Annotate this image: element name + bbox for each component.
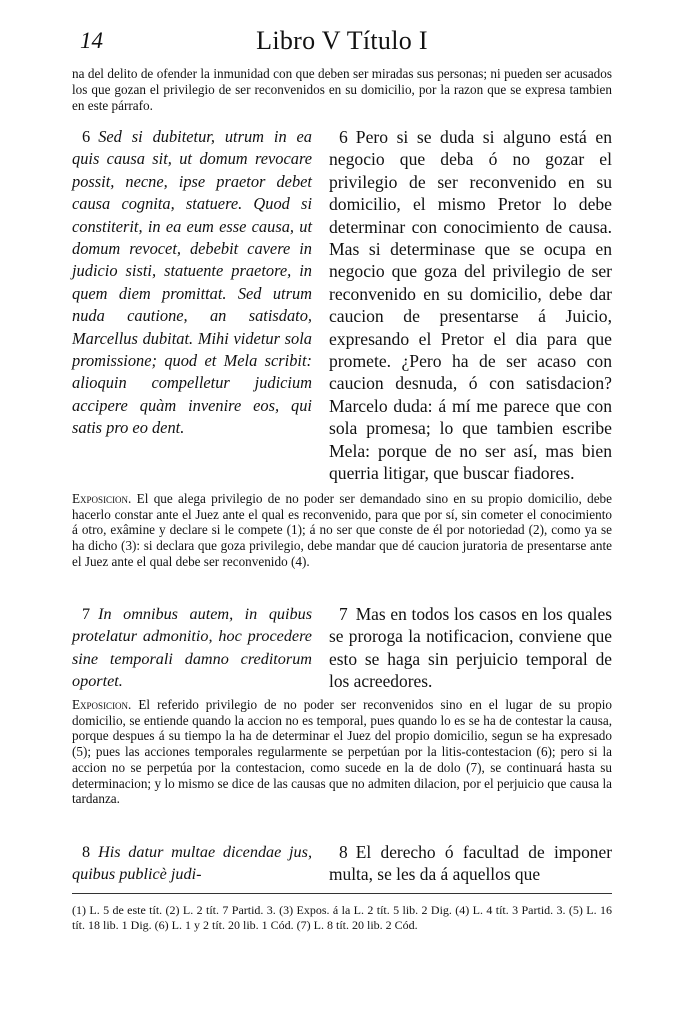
spanish-text: El derecho ó facultad de imponer multa, se les da á aquellos que [329, 842, 612, 884]
intro-paragraph: na del delito de ofender la inmunidad con que deben ser miradas sus personas; ni pueden ser acusados los que gozan el privilegio de ser reconvenidos en su domicilio, por la razon que se expresa tambien en este párrafo. [72, 66, 612, 113]
latin-text: Sed si dubitetur, utrum in ea quis causa sit, ut domum revocare possit, necne, ipse praetor debet causa cognita, statuere. Quod si constiterit, in ea eum esse causa, ut domum revocet, debebit cavere in judicio sisti, statuente praetore, in quem diem promittat. Sed utrum nuda cautione, an satisdato, Marcellus dubitat. Mihi videtur sola promissione; quod et Mela scribit: alioquin compelletur judicium accipere quàm invenire eos, qui satis pro eo dent. [72, 127, 312, 438]
spanish-column [329, 126, 612, 485]
page-number: 14 [80, 28, 103, 53]
section-number: 7 [339, 604, 348, 624]
section-number: 6 [82, 127, 91, 146]
exposicion-text: El referido privilegio de no poder ser reconvenidos sino en el lugar de su propio domicilio, se entiende quando la accion no es temporal, pues quando lo es se ha de contestar la causa, porque despues á su tiempo la ha de determinar el Juez del propio domicilio, segun se ha expresado (5); pues las acciones temporales regularmente se perpetúan por la litis-contestacion (6); pero si la accion no se perpetúa por la contestacion, como sucede en la de dolo (7), se continuará hasta su determinacion; y lo mismo se dice de las causas que no admiten dilacion, por el perjuicio que causa la tardanza. [72, 697, 612, 807]
latin-column [72, 603, 312, 693]
exposicion-text: El que alega privilegio de no poder ser demandado sino en su propio domicilio, debe hacerlo constar ante el Juez ante el qual es reconvenido, para que por sí, sin cometer el conocimiento á otro, exâmine y declare si le compete (1); á no ser que conste de él por notoriedad (2), como ya se ha dicho (3): si declara que goza privilegio, debe mandar que dé caucion juratoria de presentarse ante el Juez ante el qual debe ser reconvenido (4). [72, 491, 612, 569]
exposicion-label: Exposicion. [72, 697, 132, 712]
spanish-text: Pero si se duda si alguno está en negocio que deba ó no gozar el privilegio de ser reconvenido en su domicilio, el mismo Pretor lo debe determinar con conocimiento de causa. Mas si determinase que se ocupa en negocio que goza del privilegio de ser reconvenido en su domicilio, debe dar caucion de presentarse á Juicio, expresando el Pretor el dia para que promete. ¿Pero ha de ser acaso con caucion desnuda, ó con satisdacion? Marcelo duda: á mí me parece que con sola promesa; lo que tambien escribe Mela: porque de no ser así, mas bien querria litigar, que buscar fiadores. [329, 127, 612, 484]
section-6 [72, 126, 612, 486]
exposicion-2 [72, 697, 612, 807]
section-7 [72, 603, 612, 693]
latin-text: In omnibus autem, in quibus protelatur admonitio, hoc procedere sine temporali damno creditorum oportet. [72, 605, 312, 691]
footnote-divider [72, 893, 612, 894]
latin-column [72, 841, 312, 885]
page-header [72, 26, 612, 60]
section-number: 7 [82, 605, 91, 623]
running-title: Libro V Título I [256, 26, 428, 55]
spanish-column [329, 841, 612, 885]
footnotes: (1) L. 5 de este tít. (2) L. 2 tít. 7 Partid. 3. (3) Expos. á la L. 2 tít. 5 lib. 2 Dig. (4) L. 4 tít. 3 Partid. 3. (5) L. 16 tít. 18 lib. 1 Dig. (6) L. 1 y 2 tít. 20 lib. 1 Cód. (7) L. 8 tít. 20 lib. 2 Cód. [72, 903, 612, 932]
section-number: 8 [339, 842, 348, 862]
section-8 [72, 841, 612, 887]
spanish-column [329, 603, 612, 693]
section-number: 8 [82, 843, 91, 861]
latin-text: His datur multae dicendae jus, quibus publicè judi- [72, 843, 312, 883]
section-number: 6 [339, 127, 348, 147]
exposicion-label: Exposicion. [72, 491, 132, 506]
spanish-text: Mas en todos los casos en los quales se proroga la notificacion, conviene que esto se haga sin perjuicio temporal de los acreedores. [329, 604, 612, 692]
latin-column [72, 126, 312, 440]
exposicion-1 [72, 491, 612, 570]
